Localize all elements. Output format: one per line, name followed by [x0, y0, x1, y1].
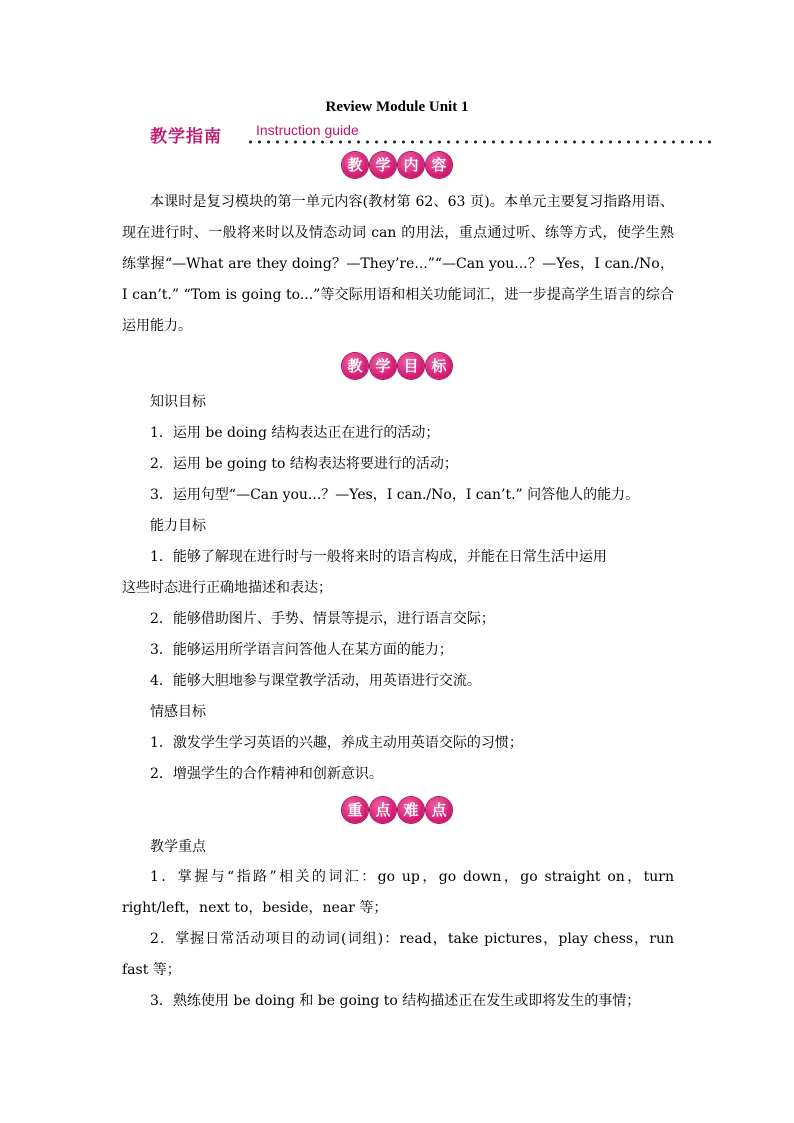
ability-goals-heading: 能力目标 [150, 518, 206, 534]
badge-char: 教 [342, 353, 368, 379]
section-badge-keypoints [0, 797, 794, 827]
keypoint-item: 1．掌握与“指路”相关的词汇：go up，go down，go straight on，turn right/left，next to，beside，near 等； [122, 869, 674, 916]
badge-char: 标 [426, 353, 452, 379]
badge-char: 教 [342, 152, 368, 178]
badge-char: 学 [370, 152, 396, 178]
knowledge-goal-item: 1．运用 be doing 结构表达正在进行的活动； [150, 425, 440, 441]
ability-goal-item: 2．能够借助图片、手势、情景等提示，进行语言交际； [150, 611, 495, 627]
emotion-goal-item: 2．增强学生的合作精神和创新意识。 [150, 766, 383, 782]
content-paragraph: 本课时是复习模块的第一单元内容(教材第 62、63 页)。本单元主要复习指路用语、现在进行时、一般将来时以及情态动词 can 的用法，重点通过听、练等方式，使学生熟练掌握“—What are they doing？—They’re...”“—Can you...？—Yes，I can./No，I can’t.” “Tom is going to...”等交际用语和相关功能词汇，进一步提高学生语言的综合运用能力。 [122, 194, 674, 334]
guide-title-cn: 教学指南 [150, 127, 222, 147]
badge-char: 难 [398, 797, 424, 823]
ability-goal-item: 1．能够了解现在进行时与一般将来时的语言构成，并能在日常生活中运用 [150, 549, 607, 565]
section-badge-content [0, 152, 794, 182]
keypoint-item: 3．熟练使用 be doing 和 be going to 结构描述正在发生或即将发生的事情； [150, 993, 641, 1009]
ability-goal-item: 3．能够运用所学语言问答他人在某方面的能力； [150, 642, 453, 658]
guide-title-en: Instruction guide [256, 122, 359, 138]
badge-char: 重 [342, 797, 368, 823]
emotion-goals-heading: 情感目标 [150, 704, 206, 720]
knowledge-goal-item: 2．运用 be going to 结构表达将要进行的活动； [150, 456, 458, 472]
knowledge-goals-heading: 知识目标 [150, 394, 206, 410]
document-title: Review Module Unit 1 [325, 99, 469, 115]
dotted-rule [246, 140, 714, 144]
badge-char: 学 [370, 353, 396, 379]
badge-char: 目 [398, 353, 424, 379]
badge-char: 内 [398, 152, 424, 178]
section-badge-goals [0, 353, 794, 383]
badge-char: 点 [370, 797, 396, 823]
keypoints-heading: 教学重点 [150, 839, 206, 855]
emotion-goal-item: 1．激发学生学习英语的兴趣，养成主动用英语交际的习惯； [150, 735, 523, 751]
knowledge-goal-item: 3．运用句型“—Can you...？—Yes，I can./No，I can’t.” 问答他人的能力。 [150, 487, 640, 503]
ability-goal-item-continued: 这些时态进行正确地描述和表达； [122, 580, 332, 596]
badge-char: 容 [426, 152, 452, 178]
ability-goal-item: 4．能够大胆地参与课堂教学活动，用英语进行交流。 [150, 673, 481, 689]
keypoint-item: 2．掌握日常活动项目的动词(词组)：read，take pictures，play chess，run fast 等； [122, 931, 674, 978]
instruction-guide-header [150, 120, 720, 150]
badge-char: 点 [426, 797, 452, 823]
